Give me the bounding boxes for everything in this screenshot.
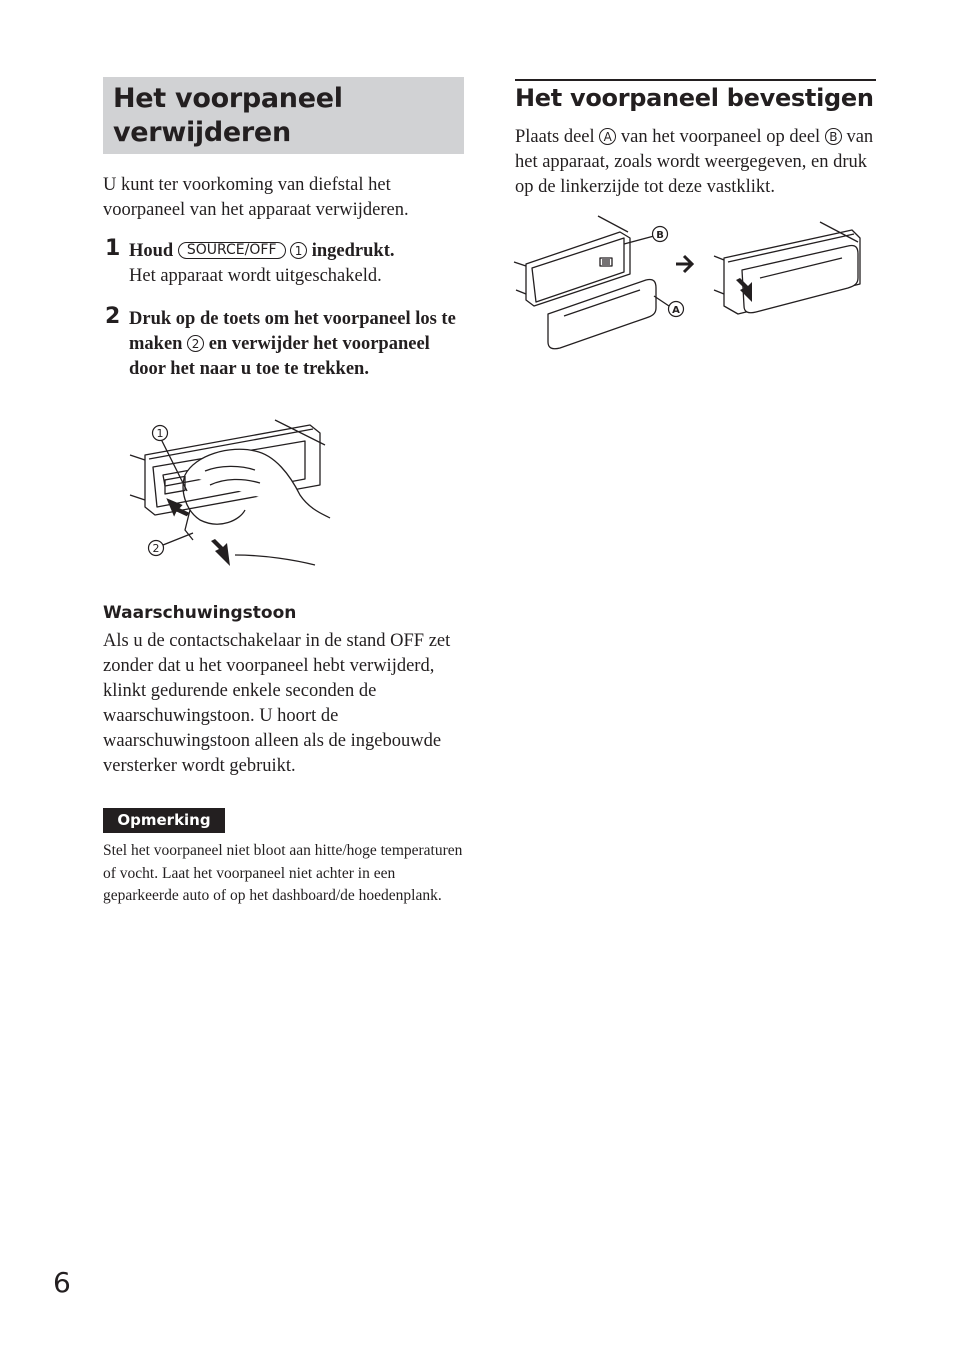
warning-paragraph: Als u de contactschakelaar in de stand OFF zet zonder dat u het voorpaneel hebt verwijderd, klinkt gedurende enkele seconden de waarschuwingstoon. U hoort de waarschuwingstoon alleen als de ingebouwde versterker wordt gebruikt. <box>103 631 451 776</box>
figure-label-a: A <box>672 305 680 316</box>
intro-paragraph: U kunt ter voorkoming van diefstal het voorpaneel van het apparaat verwijderen. <box>103 175 409 220</box>
attach-text-b: van het voorpaneel op deel <box>620 127 821 147</box>
attach-text-c: van het apparaat, zoals wordt weergegeven, en druk op de linkerzijde tot deze vastklikt. <box>515 127 874 197</box>
attach-text-a: Plaats deel <box>515 127 595 147</box>
step-1-number: 1 <box>105 236 121 261</box>
attach-paragraph <box>515 125 881 200</box>
attach-panel-illustration <box>512 212 864 354</box>
remove-panel-illustration <box>125 415 335 570</box>
figure-label-2: 2 <box>152 542 160 555</box>
note-badge: Opmerking <box>103 808 225 833</box>
section-title-box <box>103 77 464 154</box>
section-rule <box>515 79 876 81</box>
section-title-attach: Het voorpaneel bevestigen <box>515 84 874 112</box>
figure-label-1: 1 <box>156 427 164 440</box>
step-2-text-a: Druk op de toets om het voorpaneel los te maken <box>129 309 456 354</box>
marker-1: 1 <box>290 242 307 259</box>
source-off-key: SOURCE/OFF <box>178 242 286 259</box>
step-1-suffix: ingedrukt. <box>311 241 395 261</box>
step-1-prefix: Houd <box>129 241 174 261</box>
section-title-remove: Het voorpaneel verwijderen <box>113 83 343 148</box>
step-2-text-b: en verwijder het voorpaneel door het naar u toe te trekken. <box>129 334 430 379</box>
step-1-result: Het apparaat wordt uitgeschakeld. <box>129 266 382 286</box>
figure-label-b: B <box>656 230 664 241</box>
warning-heading: Waarschuwingstoon <box>103 603 297 623</box>
step-2-number: 2 <box>105 304 121 329</box>
step-1-text <box>129 239 469 289</box>
part-b-marker: B <box>825 128 842 145</box>
page-number: 6 <box>53 1266 71 1299</box>
step-2-text <box>129 307 467 382</box>
part-a-marker: A <box>599 128 616 145</box>
note-paragraph: Stel het voorpaneel niet bloot aan hitte/hoge temperaturen of vocht. Laat het voorpaneel niet achter in een geparkeerde auto of op het dashboard/de hoedenplank. <box>103 842 463 904</box>
marker-2: 2 <box>187 335 204 352</box>
